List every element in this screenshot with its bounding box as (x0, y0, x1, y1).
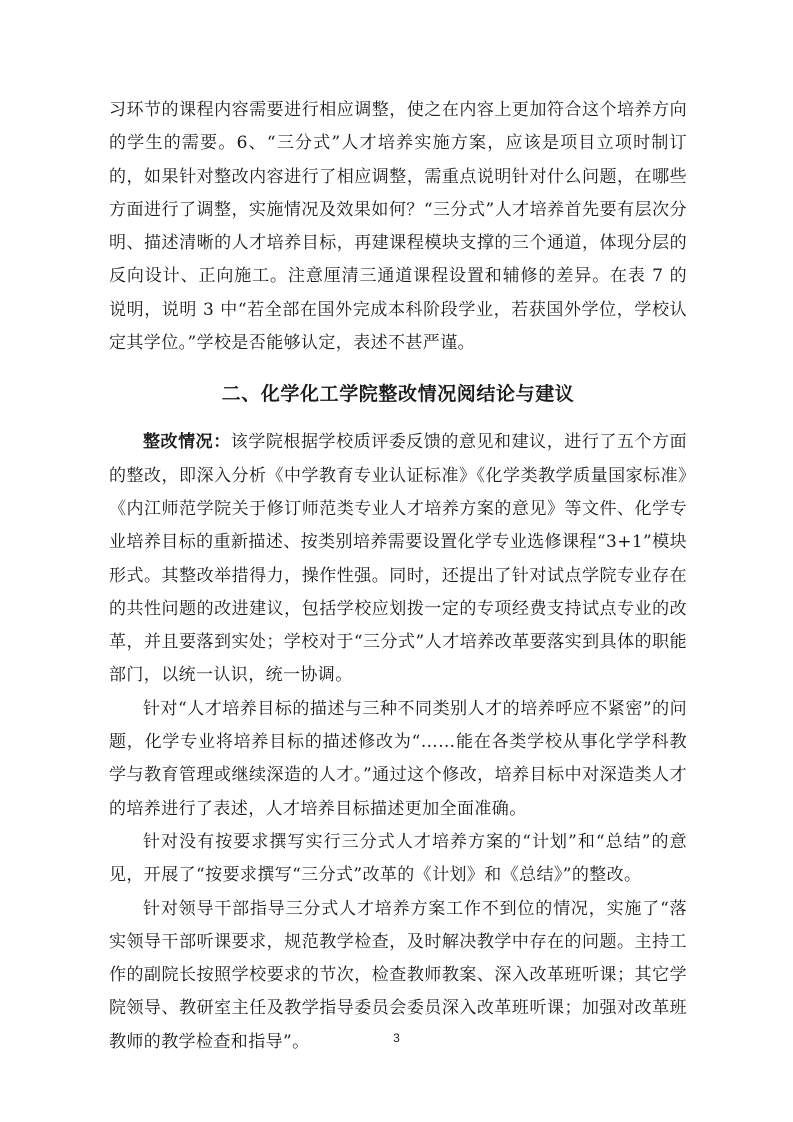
intro-paragraph: 习环节的课程内容需要进行相应调整，使之在内容上更加符合这个培养方向的学生的需要。6、“三分式”人才培养实施方案，应该是项目立项时制订的，如果针对整改内容进行了相应调整，需重点说明针对什么问题，在哪些方面进行了调整，实施情况及效果如何？“三分式”人才培养首先要有层次分明、描述清晰的人才培养目标，再建课程模块支撑的三个通道，体现分层的反向设计、正向施工。注意厘清三通道课程设置和辅修的差异。在表 7 的说明，说明 3 中“若全部在国外完成本科阶段学业，若获国外学位，学校认定其学位。”学校是否能够认定，表述不甚严谨。 (109, 100, 687, 354)
goals-paragraph: 针对“人才培养目标的描述与三种不同类别人才的培养呼应不紧密”的问题，化学专业将培养目标的描述修改为“……能在各类学校从事化学学科教学与教育管理或继续深造的人才。”通过这个修改，培养目标中对深造类人才的培养进行了表述，人才培养目标描述更加全面准确。 (109, 698, 687, 819)
rectification-text: 该学院根据学校质评委反馈的意见和建议，进行了五个方面的整改，即深入分析《中学教育专业认证标准》《化学类教学质量国家标准》《内江师范学院关于修订师范类专业人才培养方案的意见》等文件、化学专业培养目标的重新描述、按类别培养需要设置化学专业选修课程“3+1”模块形式。其整改举措得力，操作性强。同时，还提出了针对试点学院专业存在的共性问题的改进建议，包括学校应划拨一定的专项经费支持试点专业的改革，并且要落到实处；学校对于“三分式”人才培养改革要落实到具体的职能部门，以统一认识，统一协调。 (109, 432, 687, 686)
rectification-paragraph (109, 426, 687, 692)
section-heading: 二、化学化工学院整改情况阅结论与建议 (221, 383, 575, 406)
page-number: 3 (393, 1031, 400, 1045)
rectification-lead: 整改情况： (143, 432, 231, 453)
plan-paragraph: 针对没有按要求撰写实行三分式人才培养方案的“计划”和“总结”的意见，开展了“按要求撰写“三分式”改革的《计划》和《总结》”的整改。 (109, 831, 687, 886)
document-body (109, 94, 687, 1059)
leaders-paragraph: 针对领导干部指导三分式人才培养方案工作不到位的情况，实施了“落实领导干部听课要求，规范教学检查，及时解决教学中存在的问题。主持工作的副院长按照学校要求的节次，检查教师教案、深入改革班听课；其它学院领导、教研室主任及教学指导委员会委员深入改革班听课；加强对改革班教师的教学检查和指导”。 (109, 898, 687, 1052)
